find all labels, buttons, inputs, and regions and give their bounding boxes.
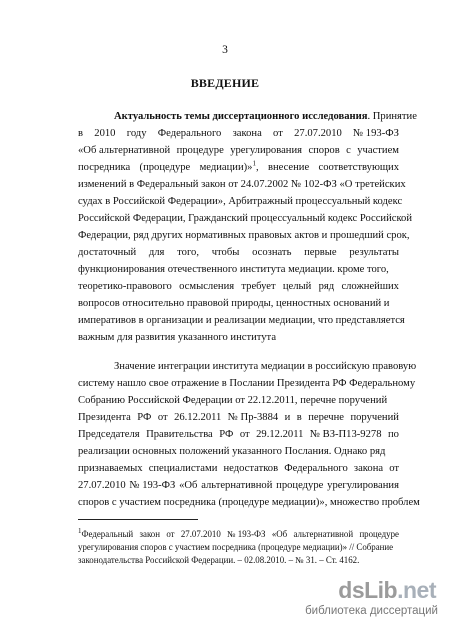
word: процедуре: [359, 529, 399, 539]
word: Федерального: [157, 128, 222, 139]
word: осмысления: [179, 281, 235, 292]
word: специалистами: [148, 463, 218, 474]
word: 27.07.2010: [180, 529, 221, 539]
word: посредника: [78, 162, 131, 173]
word: РФ: [137, 412, 152, 423]
word: Федеральный: [81, 529, 134, 539]
word: осознать: [252, 247, 292, 258]
word: альтернативной: [293, 529, 354, 539]
watermark-tagline: библиотека диссертаций: [305, 605, 438, 617]
word: споров: [308, 145, 340, 156]
word: сложнейших: [341, 281, 399, 292]
word: Президента: [78, 412, 131, 423]
footnote-divider: [78, 519, 198, 520]
paragraph-line: Собранию Российской Федерации от 22.12.2011, перечне поручений: [78, 395, 388, 406]
word: 27.07.2010: [78, 480, 126, 491]
paragraph-2: [78, 358, 420, 511]
justified-line: [78, 278, 399, 295]
word: первые: [304, 247, 337, 258]
word: № 193-ФЗ: [353, 128, 399, 139]
word: процедуре: [276, 480, 324, 491]
justified-line: [78, 159, 399, 176]
word: 29.12.2011: [256, 429, 304, 440]
word-with-footnote: [200, 159, 259, 176]
lead-phrase: Актуальность темы диссертационного исследования: [114, 111, 368, 122]
justified-line: [78, 409, 399, 426]
word: от: [239, 429, 250, 440]
word: 26.12.2011: [174, 412, 222, 423]
paragraph-line: [78, 108, 417, 125]
word: урегулирования: [327, 480, 399, 491]
word: № 193-ФЗ: [227, 529, 266, 539]
justified-line: [78, 477, 399, 494]
word: от: [389, 463, 399, 474]
word: с: [346, 145, 351, 156]
word: закона: [232, 128, 262, 139]
word: для: [148, 247, 165, 258]
paragraph-1: [78, 108, 417, 346]
word: «Об: [179, 480, 198, 491]
paragraph-line: реализации основных положений указанного Послания. Однако ряд: [78, 446, 386, 457]
footnote-line: законодательства Российской Федерации. – 02.08.2010. – № 31. – Ст. 4162.: [78, 555, 360, 565]
paragraph-line: важным для развития указанного института: [78, 332, 277, 343]
word: от: [157, 412, 168, 423]
word: от: [166, 529, 175, 539]
word: поручений: [350, 412, 399, 423]
word: участием: [357, 145, 399, 156]
word: по: [387, 429, 399, 440]
justified-line: [78, 244, 399, 261]
word: чтобы: [211, 247, 240, 258]
footnote-line: урегулирования споров с участием посредника (процедуре медиации)» // Собрание: [78, 542, 394, 552]
word: № Пр-3884: [227, 412, 279, 423]
paragraph-line: споров с участием посредника (процедуре медиации)», множество проблем: [78, 497, 420, 508]
word: РФ: [219, 429, 234, 440]
paragraph-line: императивов в организации и реализации медиации, что представляется: [78, 315, 405, 326]
logo-domain: .net: [397, 577, 436, 603]
word: «Об альтернативной: [78, 145, 171, 156]
paragraph-line: Значение интеграции института медиации в российскую правовую: [114, 361, 417, 372]
footnote-mark: 1: [78, 527, 82, 536]
paragraph-line: Федерации, ряд других нормативных правовых актов и прошедший срок,: [78, 230, 410, 241]
word: № 193-ФЗ: [129, 480, 176, 491]
word: 2010: [94, 128, 116, 139]
word: ,: [255, 162, 259, 173]
page-number: 3: [222, 44, 228, 56]
justified-line: [78, 142, 399, 159]
justified-line: [78, 460, 399, 477]
word: от: [273, 128, 283, 139]
paragraph-line: вопросов относительно правовой природы, ценностных оснований и: [78, 298, 390, 309]
footnote-line: [78, 528, 399, 541]
word: Правительства: [146, 429, 213, 440]
word: году: [126, 128, 147, 139]
word: достаточный: [78, 247, 137, 258]
word: закона: [353, 463, 384, 474]
justified-line: [78, 426, 399, 443]
justified-line: [78, 125, 399, 142]
paragraph-line: систему нашло свое отражение в Послании Президента РФ Федеральному: [78, 378, 416, 389]
word: в: [78, 128, 84, 139]
paragraph-line: судах в Российской Федерации», Арбитражный процессуальный кодекс: [78, 196, 403, 207]
word: в: [296, 412, 302, 423]
word: Федерального: [284, 463, 348, 474]
word: результаты: [349, 247, 399, 258]
word: «Об: [271, 529, 288, 539]
dslib-watermark: [272, 577, 442, 625]
footnote-reference[interactable]: 1: [252, 159, 256, 168]
section-heading: ВВЕДЕНИЕ: [190, 76, 260, 90]
paragraph-line: функционирования отечественного института медиации. кроме того,: [78, 264, 389, 275]
word: Председателя: [78, 429, 140, 440]
word: процедуре: [176, 145, 224, 156]
word: ряд: [318, 281, 335, 292]
dslib-logo: [338, 577, 436, 604]
word: альтернативной: [201, 480, 273, 491]
word: 27.07.2010: [294, 128, 342, 139]
word: перечне: [308, 412, 345, 423]
word: признаваемых: [78, 463, 143, 474]
paragraph-line: изменений в Федеральный закон от 24.07.2002 № 102-ФЗ «О третейских: [78, 179, 406, 190]
word: закон: [139, 529, 160, 539]
text-fragment: . Принятие: [367, 111, 417, 122]
word: целый: [282, 281, 312, 292]
footnote: [78, 528, 399, 567]
word: внесение: [267, 162, 310, 173]
logo-text: dsLib: [338, 577, 398, 603]
footnote-first-word: [78, 528, 133, 541]
paragraph-line: Российской Федерации, Гражданский процессуальный кодекс Российской: [78, 213, 413, 224]
word: недостатков: [223, 463, 279, 474]
word: соответствующих: [318, 162, 399, 173]
word: теоретико-правового: [78, 281, 172, 292]
word: (процедуре: [139, 162, 191, 173]
word: того,: [177, 247, 199, 258]
word: и: [284, 412, 291, 423]
word: требует: [241, 281, 276, 292]
word: урегулирования: [230, 145, 303, 156]
word: № ВЗ-П13-9278: [309, 429, 382, 440]
word: медиации)»: [199, 162, 253, 173]
